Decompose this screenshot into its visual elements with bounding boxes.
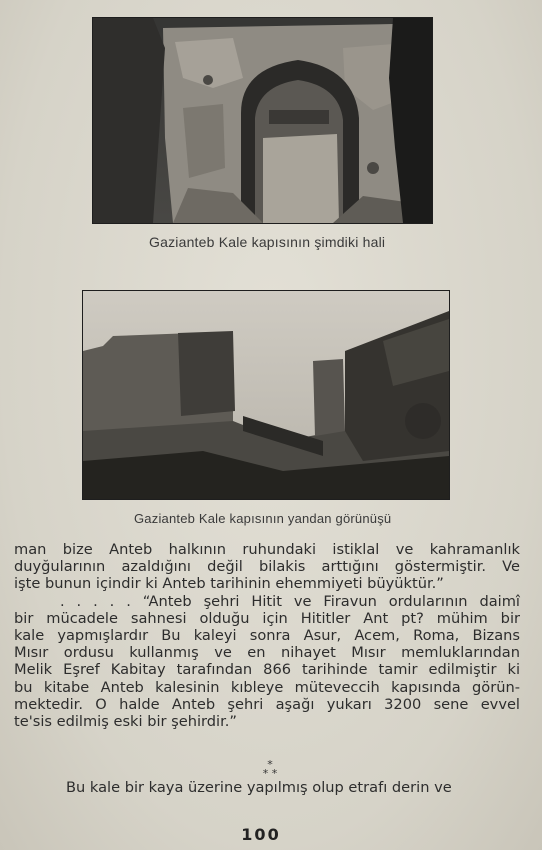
figure-caption-1: Gazianteb Kale kapısının şimdiki hali	[149, 234, 386, 250]
text-line: bir mücadele sahnesi olduğu için Hititler Ant pt? mühim bir	[14, 609, 520, 627]
text-line: Melik Eşref Kabitay tarafından 866 tarihinde tamir edilmiştir ki	[14, 661, 520, 679]
castle-side-view-photo	[82, 290, 450, 500]
text-line: duyğularının azaldığını değil bilakis arttığını göstermiştir. Ve	[14, 558, 520, 576]
text-line: . . . . . “Anteb şehri Hitit ve Firavun ordularının daimî	[60, 592, 520, 610]
text-line: te'sis edilmiş eski bir şehirdir.”	[14, 713, 237, 731]
body-text	[14, 541, 520, 730]
text-line: man bize Anteb halkının ruhundaki istiklal ve kahramanlık	[14, 541, 520, 558]
closing-line: Bu kale bir kaya üzerine yapılmış olup etrafı derin ve	[66, 779, 452, 796]
text-line: kale yapmışlardır Bu kaleyi sonra Asur, Acem, Roma, Bizans	[14, 627, 520, 645]
figure-caption-2: Gazianteb Kale kapısının yandan görünüşü	[134, 511, 392, 526]
text-line: bu kitabe Anteb kalesinin kıbleye müteveccih kapısında görün-	[14, 678, 520, 696]
text-line: Mısır ordusu kullanmış ve en nihayet Mısır memluklarından	[14, 644, 520, 662]
castle-gate-photo	[92, 17, 433, 224]
text-line: işte bunun içindir ki Anteb tarihinin ehemmiyeti büyüktür.”	[14, 575, 444, 593]
section-ornament: * * *	[262, 758, 278, 780]
text-line: mektedir. O halde Anteb şehri aşağı yukarı 3200 sene evvel	[14, 695, 520, 713]
page-number: 100	[241, 825, 281, 844]
